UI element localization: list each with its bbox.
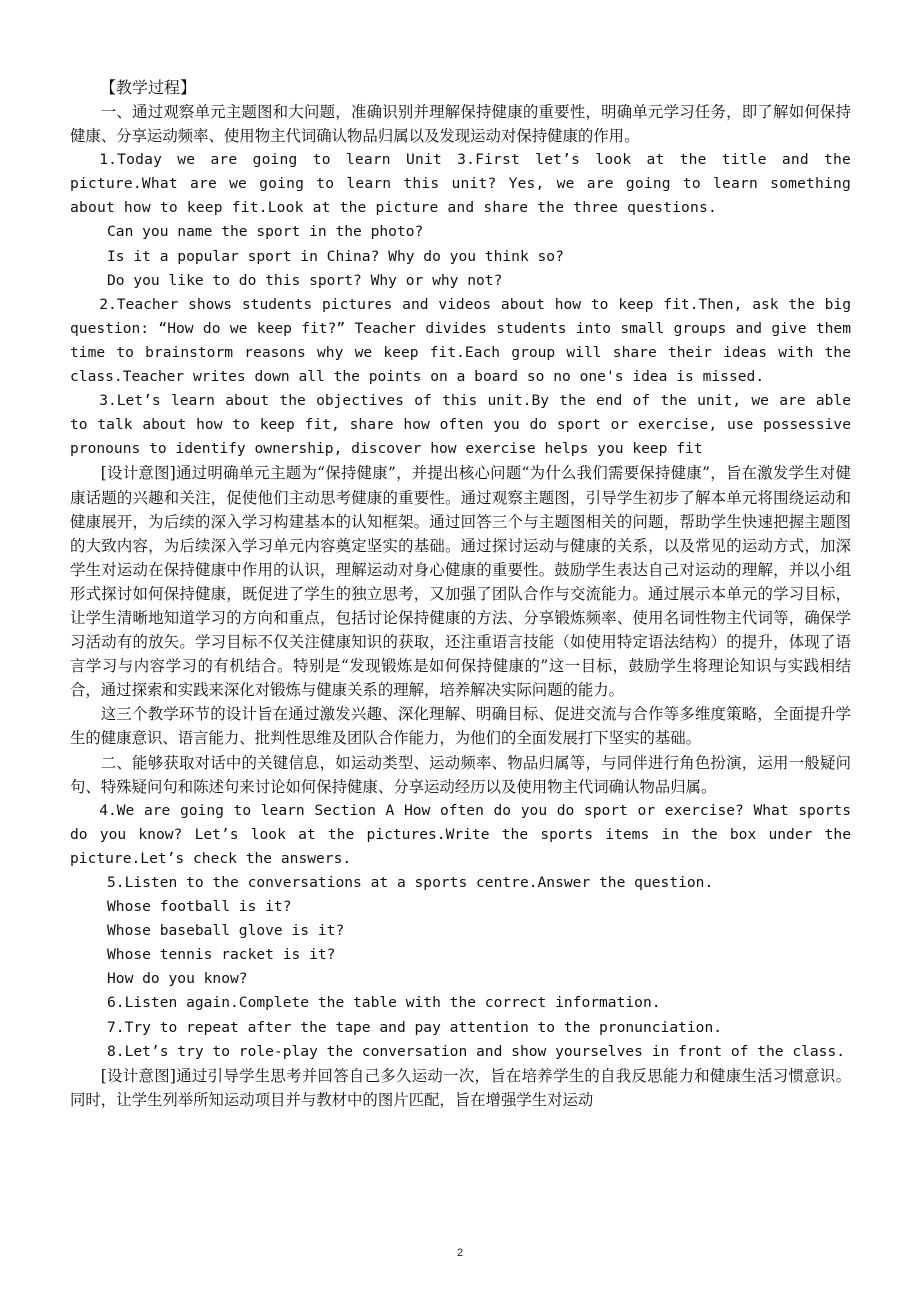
question-2: Is it a popular sport in China? Why do you think so? (107, 247, 564, 265)
question-whose-football: Whose football is it? (107, 898, 292, 916)
step-4: 4.We are going to learn Section A How often do you do sport or exercise? What sports do you know? Let’s look at the pictures.Write the sports items in the box under the picture.Let’s check the answers. (70, 801, 851, 867)
section-heading: 【教学过程】 (100, 78, 197, 97)
section1-intro: 一、通过观察单元主题图和大问题，准确识别并理解保持健康的重要性，明确单元学习任务，即了解如何保持健康、分享运动频率、使用物主代词确认物品归属以及发现运动对保持健康的作用。 (70, 103, 851, 146)
step-3: 3.Let’s learn about the objectives of this unit.By the end of the unit, we are able to talk about how to keep fit, share how often you do sport or exercise, use possessive pronouns to identify ownership, discover how exercise helps you keep fit (70, 392, 851, 458)
step-6: 6.Listen again.Complete the table with the correct information. (107, 994, 661, 1012)
design-intent-2: [设计意图]通过引导学生思考并回答自己多久运动一次，旨在培养学生的自我反思能力和健康生活习惯意识。同时，让学生列举所知运动项目并与教材中的图片匹配，旨在增强学生对运动 (70, 1066, 851, 1109)
step-2: 2.Teacher shows students pictures and videos about how to keep fit.Then, ask the big question: “How do we keep fit?” Teacher divides students into small groups and give them time to brainstorm reasons why we keep fit.Each group will share their ideas with the class.Teacher writes down all the points on a board so no one's idea is missed. (70, 295, 851, 386)
step-5: 5.Listen to the conversations at a sports centre.Answer the question. (107, 874, 714, 891)
question-how-do-you-know: How do you know? (107, 970, 248, 988)
step-8: 8.Let’s try to role-play the conversation and show yourselves in front of the class. (107, 1042, 846, 1060)
document-body (70, 76, 851, 1112)
question-3: Do you like to do this sport? Why or why not? (107, 271, 503, 289)
step-1: 1.Today we are going to learn Unit 3.First let’s look at the title and the picture.What are we going to learn this unit? Yes, we are going to learn something about how to keep fit.Look at the picture and share the three questions. (70, 151, 851, 217)
question-whose-tennis-racket: Whose tennis racket is it? (107, 946, 336, 964)
question-1: Can you name the sport in the photo? (107, 223, 424, 241)
summary-paragraph: 这三个教学环节的设计旨在通过激发兴趣、深化理解、明确目标、促进交流与合作等多维度策略，全面提升学生的健康意识、语言能力、批判性思维及团队合作能力，为他们的全面发展打下坚实的基础。 (70, 705, 851, 748)
design-intent-1: [设计意图]通过明确单元主题为“保持健康”，并提出核心问题“为什么我们需要保持健康”，旨在激发学生对健康话题的兴趣和关注，促使他们主动思考健康的重要性。通过观察主题图，引导学生初步了解本单元将围绕运动和健康展开，为后续的深入学习构建基本的认知框架。通过回答三个与主题图相关的问题，帮助学生快速把握主题图的大致内容，为后续深入学习单元内容奠定坚实的基础。通过探讨运动与健康的关系，以及常见的运动方式，加深学生对运动在保持健康中作用的认识，理解运动对身心健康的重要性。鼓励学生表达自己对运动的理解，并以小组形式探讨如何保持健康，既促进了学生的独立思考，又加强了团队合作与交流能力。通过展示本单元的学习目标，让学生清晰地知道学习的方向和重点，包括讨论保持健康的方法、分享锻炼频率、使用名词性物主代词等，确保学习活动有的放矢。学习目标不仅关注健康知识的获取，还注重语言技能（如使用特定语法结构）的提升，体现了语言学习与内容学习的有机结合。特别是“发现锻炼是如何保持健康的”这一目标，鼓励学生将理论知识与实践相结合，通过探索和实践来深化对锻炼与健康关系的理解，培养解决实际问题的能力。 (70, 464, 851, 700)
question-whose-baseball-glove: Whose baseball glove is it? (107, 922, 345, 940)
page-number: 2 (456, 1247, 464, 1259)
step-7: 7.Try to repeat after the tape and pay attention to the pronunciation. (107, 1018, 723, 1036)
section2-intro: 二、能够获取对话中的关键信息，如运动类型、运动频率、物品归属等，与同伴进行角色扮演，运用一般疑问句、特殊疑问句和陈述句来讨论如何保持健康、分享运动经历以及使用物主代词确认物品归属。 (70, 753, 851, 796)
